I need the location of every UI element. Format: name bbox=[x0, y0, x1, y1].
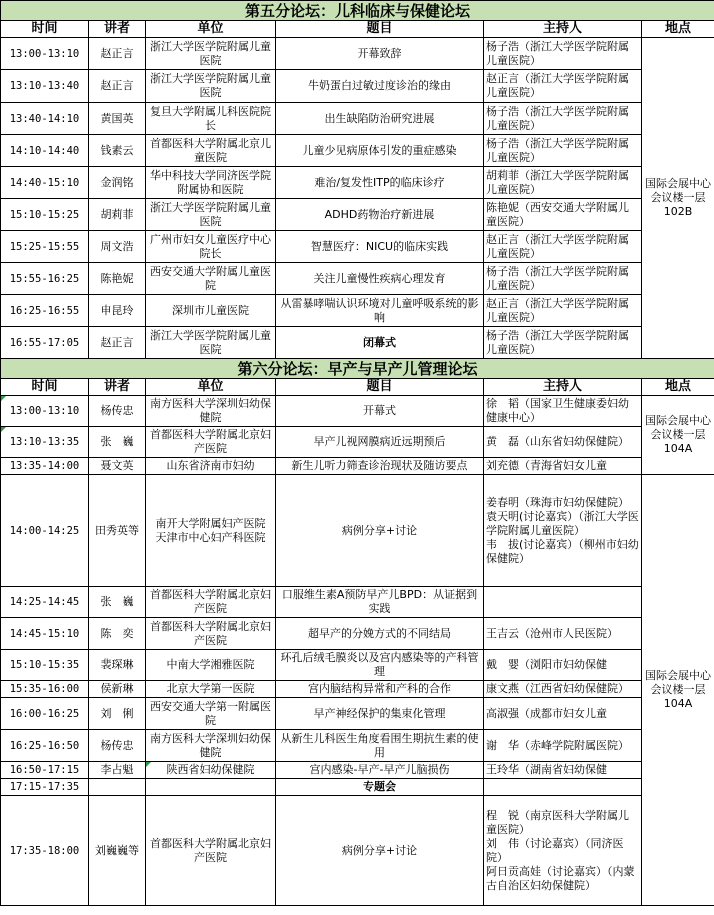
host-cell: 程 锐（南京医科大学附属儿童医院） 刘 伟（讨论嘉宾）（同济医院） 阿日贡高娃（讨论嘉宾）（内蒙古自治区妇幼保健院） bbox=[484, 796, 642, 906]
forum6-place-1: 国际会展中心会议楼一层104A bbox=[642, 396, 714, 475]
unit-cell: 首都医科大学附属北京儿童医院 bbox=[146, 135, 276, 167]
host-cell: 康文燕（江西省妇幼保健院） bbox=[484, 681, 642, 698]
unit-cell: 首都医科大学附属北京妇产医院 bbox=[146, 427, 276, 458]
speaker-cell: 赵正言 bbox=[89, 327, 146, 359]
speaker-cell: 聂文英 bbox=[89, 458, 146, 475]
unit-cell: 首都医科大学附属北京妇产医院 bbox=[146, 587, 276, 618]
unit-cell: 山东省济南市妇幼 bbox=[146, 458, 276, 475]
header-host: 主持人 bbox=[484, 21, 642, 38]
header-topic: 题目 bbox=[276, 379, 484, 396]
topic-cell: 早产儿视网膜病近远期预后 bbox=[276, 427, 484, 458]
table-row bbox=[1, 618, 714, 650]
host-cell: 陈艳妮（西安交通大学附属儿童医院） bbox=[484, 199, 642, 231]
topic-cell: 病例分享+讨论 bbox=[276, 475, 484, 587]
speaker-cell: 侯新琳 bbox=[89, 681, 146, 698]
topic-cell: 病例分享+讨论 bbox=[276, 796, 484, 906]
host-cell: 黄 磊（山东省妇幼保健院） bbox=[484, 427, 642, 458]
time-cell: 15:10-15:35 bbox=[1, 650, 89, 681]
time-cell: 13:00-13:10 bbox=[1, 38, 89, 70]
table-row bbox=[1, 263, 714, 295]
speaker-cell: 田秀英等 bbox=[89, 475, 146, 587]
host-cell bbox=[484, 779, 642, 796]
header-host: 主持人 bbox=[484, 379, 642, 396]
time-cell: 15:35-16:00 bbox=[1, 681, 89, 698]
unit-cell: 浙江大学医学院附属儿童医院 bbox=[146, 199, 276, 231]
host-cell: 赵正言（浙江大学医学院附属儿童医院） bbox=[484, 295, 642, 327]
topic-cell: 口服维生素A预防早产儿BPD：从证据到实践 bbox=[276, 587, 484, 618]
speaker-cell: 申昆玲 bbox=[89, 295, 146, 327]
speaker-cell: 周文浩 bbox=[89, 231, 146, 263]
topic-cell: 智慧医疗：NICU的临床实践 bbox=[276, 231, 484, 263]
speaker-cell: 金润铭 bbox=[89, 167, 146, 199]
topic-cell: 难治/复发性ITP的临床诊疗 bbox=[276, 167, 484, 199]
forum5-title: 第五分论坛：儿科临床与保健论坛 bbox=[1, 1, 714, 21]
unit-cell: 首都医科大学附属北京妇产医院 bbox=[146, 796, 276, 906]
header-place: 地点 bbox=[642, 379, 714, 396]
topic-cell: 儿童少见病原体引发的重症感染 bbox=[276, 135, 484, 167]
host-cell bbox=[484, 587, 642, 618]
topic-cell: 闭幕式 bbox=[276, 327, 484, 359]
time-cell: 13:00-13:10 bbox=[1, 396, 89, 427]
topic-cell: ADHD药物治疗新进展 bbox=[276, 199, 484, 231]
table-row bbox=[1, 650, 714, 681]
time-cell: 15:55-16:25 bbox=[1, 263, 89, 295]
header-unit: 单位 bbox=[146, 379, 276, 396]
table-row bbox=[1, 427, 714, 458]
unit-cell: 首都医科大学附属北京妇产医院 bbox=[146, 618, 276, 650]
topic-cell: 出生缺陷防治研究进展 bbox=[276, 103, 484, 135]
time-cell: 17:15-17:35 bbox=[1, 779, 89, 796]
time-cell: 13:35-14:00 bbox=[1, 458, 89, 475]
host-cell: 谢 华（赤峰学院附属医院） bbox=[484, 730, 642, 762]
topic-cell: 专题会 bbox=[276, 779, 484, 796]
topic-cell: 开幕致辞 bbox=[276, 38, 484, 70]
speaker-cell: 钱素云 bbox=[89, 135, 146, 167]
host-cell: 胡莉菲（浙江大学医学院附属儿童医院） bbox=[484, 167, 642, 199]
topic-cell: 宫内感染-早产-早产儿脑损伤 bbox=[276, 762, 484, 779]
time-cell: 14:40-15:10 bbox=[1, 167, 89, 199]
table-row bbox=[1, 327, 714, 359]
time-cell: 15:25-15:55 bbox=[1, 231, 89, 263]
header-speaker: 讲者 bbox=[89, 21, 146, 38]
topic-cell: 超早产的分娩方式的不同结局 bbox=[276, 618, 484, 650]
header-topic: 题目 bbox=[276, 21, 484, 38]
host-cell: 王吉云（沧州市人民医院） bbox=[484, 618, 642, 650]
host-cell: 杨子浩（浙江大学医学院附属儿童医院） bbox=[484, 103, 642, 135]
speaker-cell: 李占魁 bbox=[89, 762, 146, 779]
topic-cell: 宫内脑结构异常和产科的合作 bbox=[276, 681, 484, 698]
header-speaker: 讲者 bbox=[89, 379, 146, 396]
host-cell: 戴 婴（浏阳市妇幼保健 bbox=[484, 650, 642, 681]
forum6-title: 第六分论坛：早产与早产儿管理论坛 bbox=[1, 359, 714, 379]
time-cell: 15:10-15:25 bbox=[1, 199, 89, 231]
time-cell: 13:10-13:40 bbox=[1, 70, 89, 103]
time-cell: 14:00-14:25 bbox=[1, 475, 89, 587]
topic-cell: 从雷暴哮喘认识环境对儿童呼吸系统的影响 bbox=[276, 295, 484, 327]
header-time: 时间 bbox=[1, 379, 89, 396]
unit-cell: 西安交通大学第一附属医院 bbox=[146, 698, 276, 730]
table-row bbox=[1, 730, 714, 762]
host-cell: 赵正言（浙江大学医学院附属儿童医院） bbox=[484, 231, 642, 263]
topic-cell: 牛奶蛋白过敏过度诊治的缘由 bbox=[276, 70, 484, 103]
table-row bbox=[1, 475, 714, 587]
unit-cell: 广州市妇女儿童医疗中心院长 bbox=[146, 231, 276, 263]
host-cell: 徐 韬（国家卫生健康委妇幼健康中心） bbox=[484, 396, 642, 427]
time-cell: 17:35-18:00 bbox=[1, 796, 89, 906]
table-row bbox=[1, 779, 714, 796]
topic-cell: 从新生儿科医生角度看围生期抗生素的使用 bbox=[276, 730, 484, 762]
speaker-cell: 张 巍 bbox=[89, 587, 146, 618]
speaker-cell: 赵正言 bbox=[89, 38, 146, 70]
topic-cell: 开幕式 bbox=[276, 396, 484, 427]
speaker-cell: 陈艳妮 bbox=[89, 263, 146, 295]
header-time: 时间 bbox=[1, 21, 89, 38]
unit-cell: 浙江大学医学院附属儿童医院 bbox=[146, 38, 276, 70]
time-cell: 16:25-16:50 bbox=[1, 730, 89, 762]
time-cell: 16:50-17:15 bbox=[1, 762, 89, 779]
speaker-cell: 杨传忠 bbox=[89, 730, 146, 762]
table-row bbox=[1, 796, 714, 906]
unit-cell: 华中科技大学同济医学院附属协和医院 bbox=[146, 167, 276, 199]
speaker-cell: 杨传忠 bbox=[89, 396, 146, 427]
speaker-cell: 裴琛琳 bbox=[89, 650, 146, 681]
unit-cell: 北京大学第一医院 bbox=[146, 681, 276, 698]
table-row bbox=[1, 38, 714, 70]
host-cell: 杨子浩（浙江大学医学院附属儿童医院） bbox=[484, 327, 642, 359]
header-place: 地点 bbox=[642, 21, 714, 38]
unit-cell: 中南大学湘雅医院 bbox=[146, 650, 276, 681]
time-cell: 14:45-15:10 bbox=[1, 618, 89, 650]
unit-cell: 浙江大学医学院附属儿童医院 bbox=[146, 70, 276, 103]
host-cell: 高淑强（成都市妇女儿童 bbox=[484, 698, 642, 730]
header-unit: 单位 bbox=[146, 21, 276, 38]
unit-cell: 南方医科大学深圳妇幼保健院 bbox=[146, 730, 276, 762]
unit-cell: 深圳市儿童医院 bbox=[146, 295, 276, 327]
unit-cell: 南方医科大学深圳妇幼保健院 bbox=[146, 396, 276, 427]
table-row bbox=[1, 295, 714, 327]
time-cell: 13:10-13:35 bbox=[1, 427, 89, 458]
forum6-place-2: 国际会展中心会议楼一层104A bbox=[642, 475, 714, 906]
speaker-cell: 胡莉菲 bbox=[89, 199, 146, 231]
speaker-cell bbox=[89, 779, 146, 796]
host-cell: 姜春明（珠海市妇幼保健院） 袁天明(讨论嘉宾）（浙江大学医学院附属儿童医院） 韦 拔(讨论嘉宾）（柳州市妇幼保健院） bbox=[484, 475, 642, 587]
host-cell: 杨子浩（浙江大学医学院附属儿童医院） bbox=[484, 135, 642, 167]
table-row bbox=[1, 698, 714, 730]
host-cell: 王玲华（湖南省妇幼保健 bbox=[484, 762, 642, 779]
unit-cell: 浙江大学医学院附属儿童医院 bbox=[146, 327, 276, 359]
time-cell: 14:25-14:45 bbox=[1, 587, 89, 618]
table-row bbox=[1, 199, 714, 231]
time-cell: 13:40-14:10 bbox=[1, 103, 89, 135]
speaker-cell: 陈 奕 bbox=[89, 618, 146, 650]
unit-cell bbox=[146, 779, 276, 796]
table-row bbox=[1, 103, 714, 135]
table-row bbox=[1, 70, 714, 103]
time-cell: 16:00-16:25 bbox=[1, 698, 89, 730]
table-row bbox=[1, 231, 714, 263]
host-cell: 杨子浩（浙江大学医学院附属儿童医院） bbox=[484, 38, 642, 70]
host-cell: 赵正言（浙江大学医学院附属儿童医院） bbox=[484, 70, 642, 103]
table-row bbox=[1, 458, 714, 475]
table-row bbox=[1, 396, 714, 427]
table-row bbox=[1, 681, 714, 698]
time-cell: 16:25-16:55 bbox=[1, 295, 89, 327]
topic-cell: 环孔后绒毛膜炎以及宫内感染等的产科管理 bbox=[276, 650, 484, 681]
unit-cell: 复旦大学附属儿科医院院长 bbox=[146, 103, 276, 135]
unit-cell: 西安交通大学附属儿童医院 bbox=[146, 263, 276, 295]
forum5-place: 国际会展中心会议楼一层102B bbox=[642, 38, 714, 359]
topic-cell: 早产神经保护的集束化管理 bbox=[276, 698, 484, 730]
speaker-cell: 刘巍巍等 bbox=[89, 796, 146, 906]
time-cell: 14:10-14:40 bbox=[1, 135, 89, 167]
time-cell: 16:55-17:05 bbox=[1, 327, 89, 359]
topic-cell: 关注儿童慢性疾病心理发育 bbox=[276, 263, 484, 295]
speaker-cell: 黄国英 bbox=[89, 103, 146, 135]
table-row bbox=[1, 587, 714, 618]
table-row bbox=[1, 167, 714, 199]
host-cell: 刘充德（青海省妇女儿童 bbox=[484, 458, 642, 475]
unit-cell: 陕西省妇幼保健院 bbox=[146, 762, 276, 779]
host-cell: 杨子浩（浙江大学医学院附属儿童医院） bbox=[484, 263, 642, 295]
topic-cell: 新生儿听力筛查诊治现状及随访要点 bbox=[276, 458, 484, 475]
speaker-cell: 张 巍 bbox=[89, 427, 146, 458]
speaker-cell: 赵正言 bbox=[89, 70, 146, 103]
table-row bbox=[1, 135, 714, 167]
speaker-cell: 刘 俐 bbox=[89, 698, 146, 730]
table-row bbox=[1, 762, 714, 779]
unit-cell: 南开大学附属妇产医院 天津市中心妇产科医院 bbox=[146, 475, 276, 587]
